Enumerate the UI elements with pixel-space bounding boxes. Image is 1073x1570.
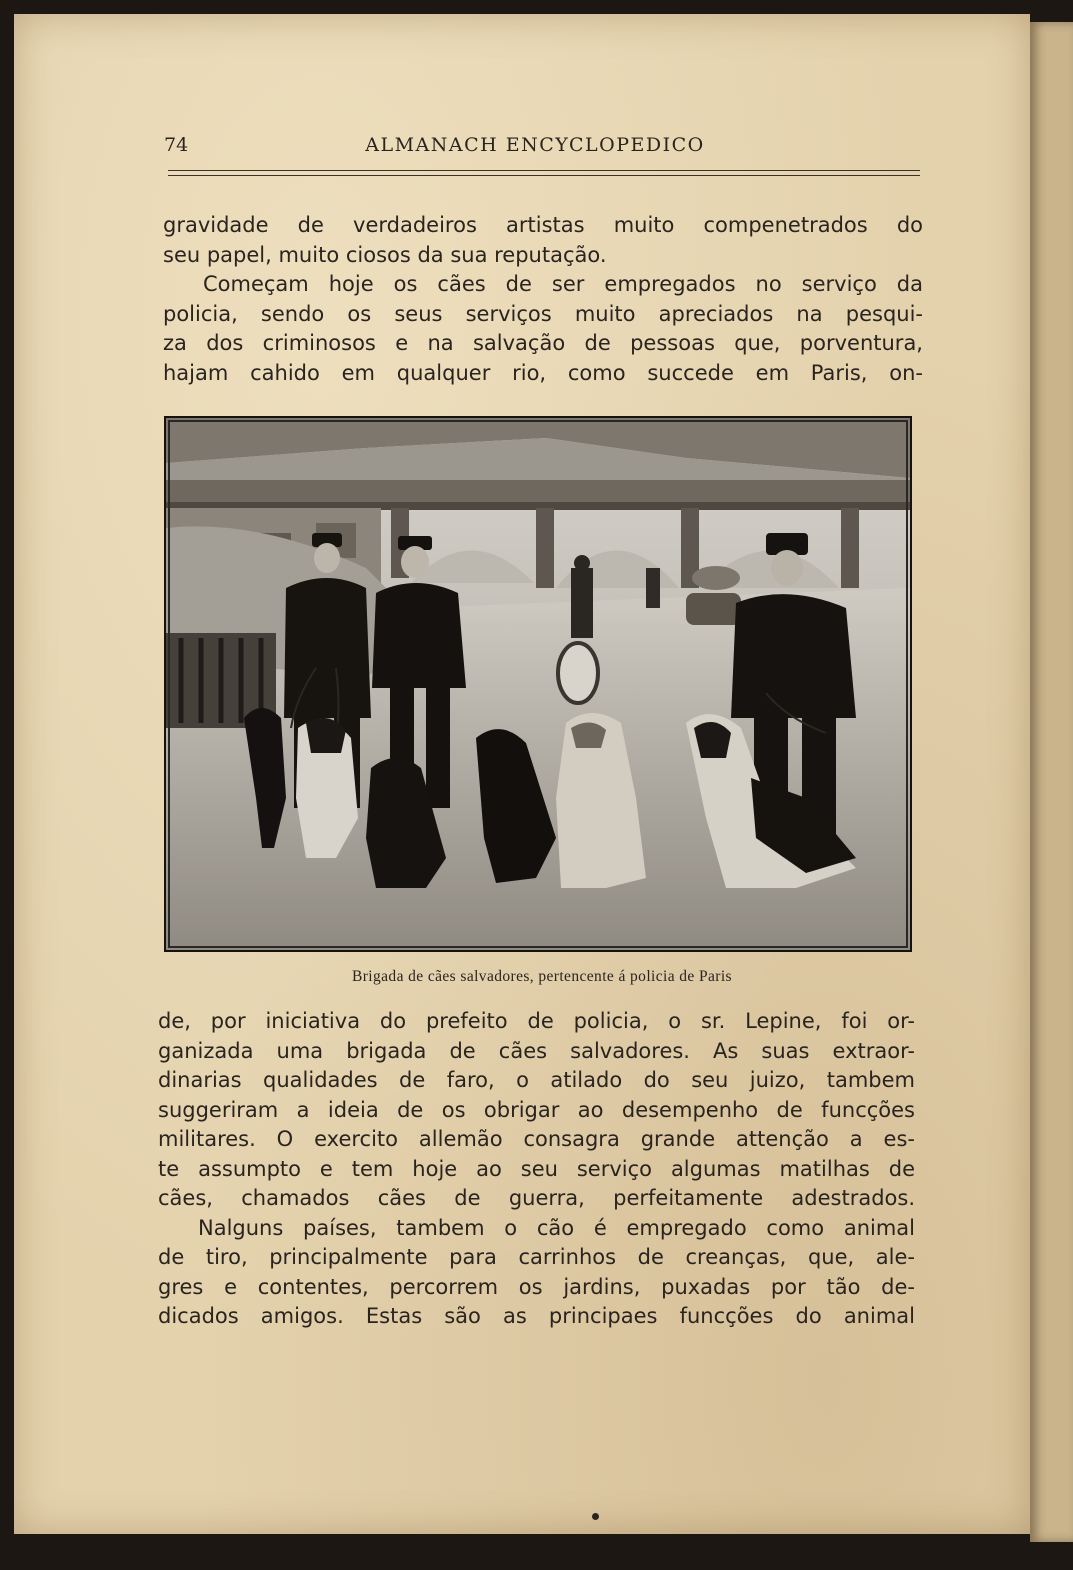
text-line: suggeriram a ideia de os obrigar ao desempenho de funcções xyxy=(158,1097,915,1122)
text-line: Começam hoje os cães de ser empregados no serviço da xyxy=(203,272,923,296)
adjacent-page-edge xyxy=(1030,22,1073,1542)
body-text-top xyxy=(163,211,923,388)
text-line: za dos criminosos e na salvação de pessoas que, porventura, xyxy=(163,331,923,355)
text-line: ganizada uma brigada de cães salvadores. As suas extraor- xyxy=(158,1038,915,1063)
photo-illustration xyxy=(166,418,910,950)
text-line: gres e contentes, percorrem os jardins, puxadas por tão de- xyxy=(158,1274,915,1299)
text-line: seu papel, muito ciosos da sua reputação. xyxy=(163,242,607,267)
text-line: de tiro, principalmente para carrinhos de creanças, que, ale- xyxy=(158,1245,915,1269)
text-line: Nalguns países, tambem o cão é empregado como animal xyxy=(198,1215,915,1240)
figure-caption: Brigada de cães salvadores, pertencente á policia de Paris xyxy=(352,968,732,985)
text-line: policia, sendo os seus serviços muito apreciados na pesqui- xyxy=(163,301,923,326)
text-line: te assumpto e tem hoje ao seu serviço algumas matilhas de xyxy=(158,1156,915,1181)
text-line: hajam cahido em qualquer rio, como succede em Paris, on- xyxy=(163,360,923,385)
running-title: ALMANACH ENCYCLOPEDICO xyxy=(365,134,705,156)
photograph-dog-brigade xyxy=(164,416,912,952)
text-line: gravidade de verdadeiros artistas muito compenetrados do xyxy=(163,213,923,237)
text-line: dinarias qualidades de faro, o atilado do seu juizo, tambem xyxy=(158,1068,915,1092)
text-line: militares. O exercito allemão consagra grande attenção a es- xyxy=(158,1127,915,1151)
text-line: de, por iniciativa do prefeito de policia, o sr. Lepine, foi or- xyxy=(158,1009,915,1033)
text-line: dicados amigos. Estas são as principaes funcções do animal xyxy=(158,1304,915,1328)
page-header xyxy=(150,130,920,160)
header-rule xyxy=(168,170,920,176)
text-line: cães, chamados cães de guerra, perfeitamente adestrados. xyxy=(158,1186,915,1210)
body-text-bottom xyxy=(158,1007,915,1332)
page-number: 74 xyxy=(164,134,189,156)
printer-dot xyxy=(592,1513,599,1520)
